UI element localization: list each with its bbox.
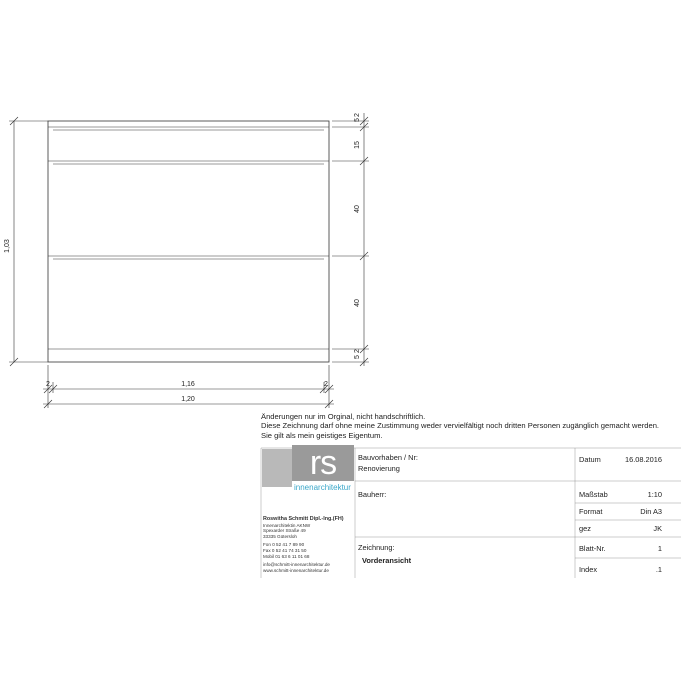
note-line-3: Sie gilt als mein geistiges Eigentum. xyxy=(261,430,383,440)
bauherr-label: Bauherr: xyxy=(358,490,387,499)
office-email: info@schmitt-innenarchitektur.de xyxy=(263,562,330,568)
massstab-value: 1:10 xyxy=(647,490,662,499)
index-label: Index xyxy=(579,565,598,574)
cabinet-outline xyxy=(48,121,329,362)
dim-right-40-lower: 40 xyxy=(354,299,361,307)
office-line-1: Innenarchitektin AKNW xyxy=(263,522,311,528)
gez-label: gez xyxy=(579,524,591,533)
bauvorhaben-value: Renovierung xyxy=(358,464,400,473)
office-line-3: 33335 Gütersloh xyxy=(263,533,297,539)
dim-bottom-left-2: 2 xyxy=(46,381,50,388)
logo-mark: rs xyxy=(292,445,354,481)
format-value: Din A3 xyxy=(640,507,662,516)
index-value: .1 xyxy=(655,565,662,574)
drawing-notes xyxy=(261,412,681,440)
office-name: Roswitha Schmitt Dipl.-Ing.(FH) xyxy=(263,516,344,522)
dim-overall-width: 1,20 xyxy=(181,396,195,403)
left-height-dimension xyxy=(9,117,48,366)
blatt-value: 1 xyxy=(657,544,662,553)
note-line-1: Änderungen nur im Orginal, nicht handschriftlich. xyxy=(261,412,426,421)
logo-subtitle: innenarchitektur xyxy=(294,483,351,492)
dim-right-top-5: 5 xyxy=(354,118,361,122)
zeichnung-value: Vorderansicht xyxy=(362,556,412,565)
dim-right-15: 15 xyxy=(354,141,361,149)
datum-value: 16.08.2016 xyxy=(625,455,662,464)
office-line-2: Spexarder Straße 49 xyxy=(263,528,306,534)
dim-right-bottom-2: 2 xyxy=(354,349,361,353)
office-address xyxy=(263,516,355,573)
bauvorhaben-label: Bauvorhaben / Nr: xyxy=(358,453,418,462)
dim-right-bottom-5: 5 xyxy=(354,355,361,359)
office-fax: Fax 0 52 41 74 31 50 xyxy=(263,547,307,553)
office-phone: Fon 0 52 41 7 89 90 xyxy=(263,542,305,548)
office-mobile: Mobil 01 63 6 11 01 68 xyxy=(263,553,310,559)
cabinet-elevation xyxy=(48,121,329,362)
dim-bottom-right-2: 2 xyxy=(324,381,328,388)
blatt-label: Blatt-Nr. xyxy=(579,544,606,553)
office-website: www.schmitt-innenarchitektur.de xyxy=(263,567,329,573)
datum-label: Datum xyxy=(579,455,601,464)
note-line-2: Diese Zeichnung darf ohne meine Zustimmung weder vervielfältigt noch dritten Personen zugänglich gemacht werden. xyxy=(261,421,660,431)
gez-value: JK xyxy=(653,524,662,533)
format-label: Format xyxy=(579,507,603,516)
zeichnung-label: Zeichnung: xyxy=(358,543,395,552)
dim-bottom-1-16: 1,16 xyxy=(181,381,195,388)
dim-right-40-upper: 40 xyxy=(354,205,361,213)
dim-right-top-2: 2 xyxy=(354,113,361,117)
logo-grey-block xyxy=(262,449,292,487)
overall-height-label: 1,03 xyxy=(4,239,11,253)
massstab-label: Maßstab xyxy=(579,490,608,499)
company-logo xyxy=(262,444,354,492)
right-dimension-chain xyxy=(332,113,369,366)
